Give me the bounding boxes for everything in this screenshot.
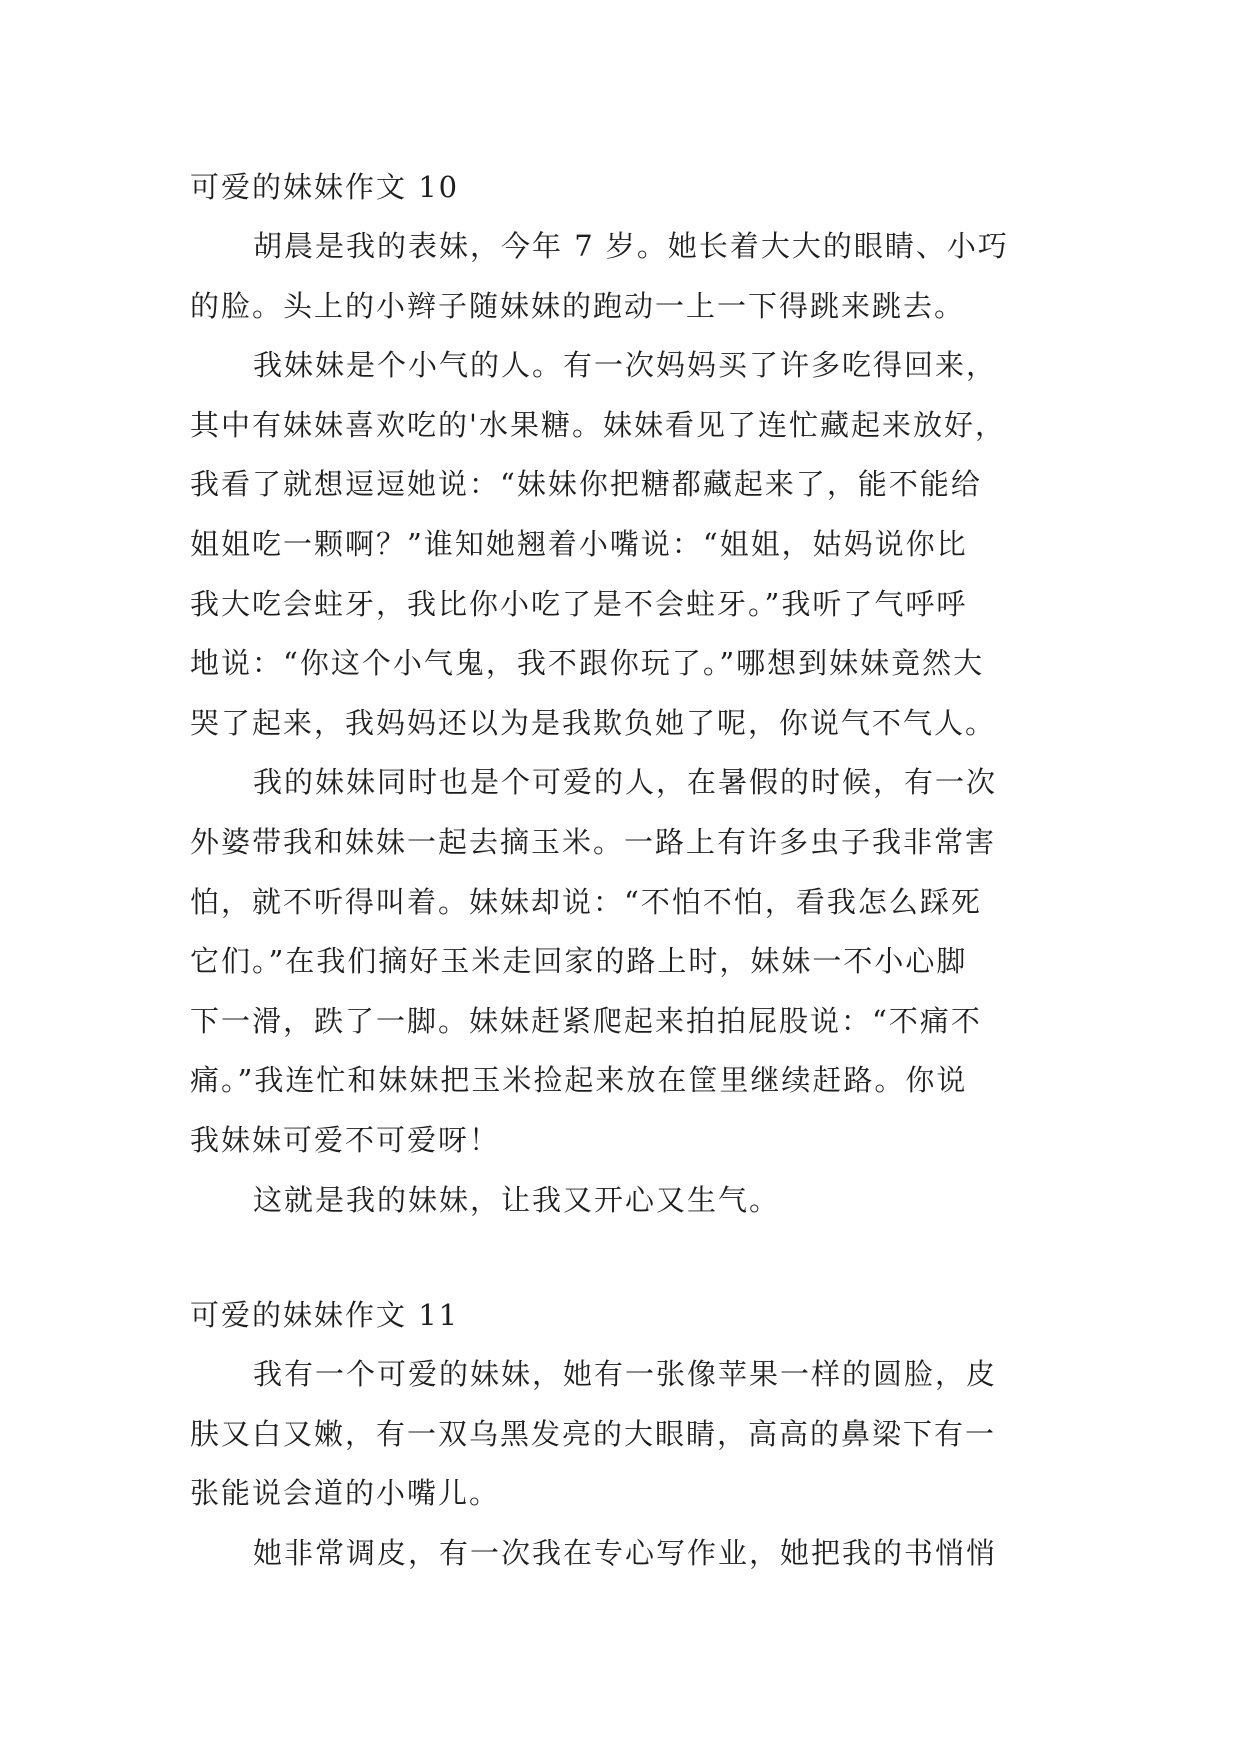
- section-spacer: [190, 1230, 1050, 1285]
- paragraph-line: 我有一个可爱的妹妹，她有一张像苹果一样的圆脸，皮: [253, 1357, 998, 1392]
- paragraph-line: 我大吃会蛀牙，我比你小吃了是不会蛀牙。”我听了气呼呼: [190, 586, 968, 621]
- paragraph-line: 怕，就不听得叫着。妹妹却说：“不怕不怕，看我怎么踩死: [190, 884, 982, 919]
- paragraph-line: 哭了起来，我妈妈还以为是我欺负她了呢，你说气不气人。: [190, 705, 997, 740]
- paragraph-line: 它们。”在我们摘好玉米走回家的路上时，妹妹一不小心脚: [190, 944, 968, 979]
- paragraph-line: 其中有妹妹喜欢吃的'水果糖。妹妹看见了连忙藏起来放好，: [190, 407, 1006, 442]
- paragraph-line: 我妹妹可爱不可爱呀！: [190, 1122, 501, 1157]
- section-title: 可爱的妹妹作文 10: [190, 170, 460, 204]
- essay-section: [190, 157, 1050, 1230]
- paragraph-line: 张能说会道的小嘴儿。: [190, 1476, 501, 1511]
- essay-section: [190, 1285, 1050, 1583]
- paragraph-line: 的脸。头上的小辫子随妹妹的跑动一上一下得跳来跳去。: [190, 288, 966, 323]
- paragraph-line: 这就是我的妹妹，让我又开心又生气。: [253, 1182, 781, 1217]
- paragraph-line: 地说：“你这个小气鬼，我不跟你玩了。”哪想到妹妹竟然大: [190, 646, 985, 681]
- paragraph-line: 她非常调皮，有一次我在专心写作业，她把我的书悄悄: [253, 1535, 998, 1570]
- paragraph-line: 我妹妹是个小气的人。有一次妈妈买了许多吃得回来，: [253, 348, 998, 383]
- paragraph-line: 我看了就想逗逗她说：“妹妹你把糖都藏起来了，能不能给: [190, 467, 982, 502]
- paragraph-line: 肤又白又嫩，有一双乌黑发亮的大眼睛，高高的鼻梁下有一: [190, 1416, 997, 1451]
- paragraph-line: 姐姐吃一颗啊？”谁知她翘着小嘴说：“姐姐，姑妈说你比: [190, 526, 968, 561]
- paragraph-line: 痛。”我连忙和妹妹把玉米捡起来放在筐里继续赶路。你说: [190, 1063, 968, 1098]
- paragraph-line: 下一滑，跌了一脚。妹妹赶紧爬起来拍拍屁股说：“不痛不: [190, 1003, 982, 1038]
- paragraph-line: 我的妹妹同时也是个可爱的人，在暑假的时候，有一次: [253, 765, 998, 800]
- paragraph-line: 外婆带我和妹妹一起去摘玉米。一路上有许多虫子我非常害: [190, 824, 997, 859]
- document-body: [190, 157, 1050, 1583]
- paragraph-line: 胡晨是我的表妹，今年 7 岁。她长着大大的眼睛、小巧: [253, 229, 1009, 263]
- section-title: 可爱的妹妹作文 11: [190, 1298, 460, 1333]
